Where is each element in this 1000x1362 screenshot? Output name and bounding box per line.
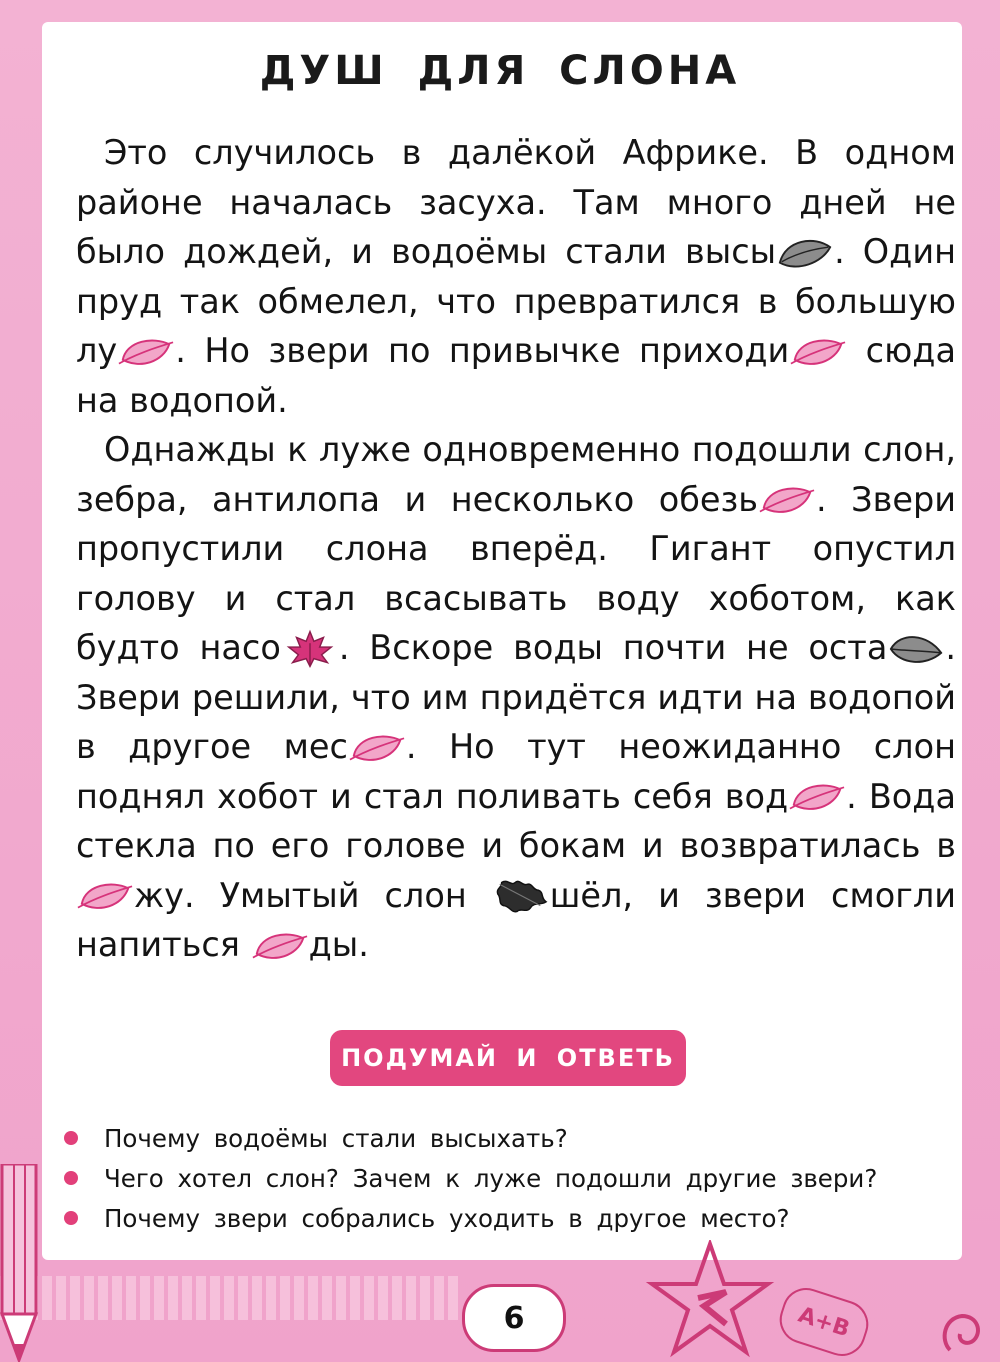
list-item bbox=[62, 1118, 962, 1158]
pink-leaf-icon bbox=[76, 876, 134, 916]
story-text-fragment: Однажды к луже одновременно подошли слон, зебра, антилопа и несколько обезь bbox=[76, 430, 956, 519]
story-text-fragment: . Вода стекла по его голове и бокам и возвратилась в bbox=[76, 776, 956, 865]
pencil-icon bbox=[0, 1164, 64, 1362]
story-text-fragment: . Но звери по привычке приходи bbox=[175, 331, 790, 370]
page-title: ДУШ ДЛЯ СЛОНА bbox=[259, 48, 741, 94]
story-text-fragment: Это случилось в далёкой Африке. В одном районе началась засуха. Там много дней не было дождей, и водоёмы стали высы bbox=[76, 133, 956, 271]
questions-list bbox=[62, 1118, 962, 1238]
math-badge: A+B bbox=[774, 1282, 875, 1362]
story-paragraph-1 bbox=[76, 128, 956, 425]
story-text-fragment: . Вскоре воды почти не оста bbox=[338, 628, 888, 667]
bullet-icon bbox=[64, 1171, 78, 1185]
star-icon bbox=[640, 1240, 790, 1360]
gray-leaf-icon bbox=[887, 629, 945, 669]
question-text: Чего хотел слон? Зачем к луже подошли другие звери? bbox=[104, 1163, 878, 1193]
story-text-fragment: . Один пруд так обмелел, что превратился в большую лу bbox=[76, 232, 956, 370]
think-and-answer-label: ПОДУМАЙ И ОТВЕТЬ bbox=[330, 1030, 686, 1086]
story-text-fragment: . Звери пропустили слона вперёд. Гигант опустил голову и стал всасывать воду хоботом, как будто насо bbox=[76, 479, 956, 667]
story-text-fragment: шёл, и звери смогли напиться bbox=[76, 875, 957, 964]
pink-leaf-icon bbox=[758, 480, 816, 520]
list-item bbox=[62, 1158, 962, 1198]
story-text-fragment: . Но тут неожиданно слон поднял хобот и стал поливать себя вод bbox=[76, 727, 956, 816]
story-text bbox=[76, 128, 956, 970]
pink-leaf-icon bbox=[789, 332, 847, 372]
pink-leaf-icon bbox=[117, 332, 175, 372]
question-text: Почему водоёмы стали высыхать? bbox=[104, 1123, 568, 1153]
pink-leaf-icon bbox=[788, 777, 846, 817]
bullet-icon bbox=[64, 1211, 78, 1225]
pink-leaf-icon bbox=[251, 926, 309, 966]
bullet-icon bbox=[64, 1131, 78, 1145]
pink-leaf-icon bbox=[348, 728, 406, 768]
story-paragraph-2 bbox=[76, 425, 956, 970]
page-number: 6 bbox=[462, 1284, 566, 1352]
list-item bbox=[62, 1198, 962, 1238]
gray-leaf-icon bbox=[776, 233, 834, 273]
question-text: Почему звери собрались уходить в другое место? bbox=[104, 1203, 790, 1233]
maple-leaf-icon bbox=[281, 629, 339, 669]
story-text-fragment: ды. bbox=[308, 925, 369, 964]
bottom-decor-strip bbox=[0, 1276, 460, 1320]
oak-leaf-icon bbox=[492, 876, 550, 916]
story-text-fragment: . Звери решили, что им придётся идти на водопой в другое мес bbox=[76, 628, 957, 766]
story-text-fragment: сюда на водопой. bbox=[76, 331, 956, 420]
swirl-icon bbox=[930, 1300, 992, 1362]
story-text-fragment: жу. Умытый слон bbox=[134, 875, 492, 915]
